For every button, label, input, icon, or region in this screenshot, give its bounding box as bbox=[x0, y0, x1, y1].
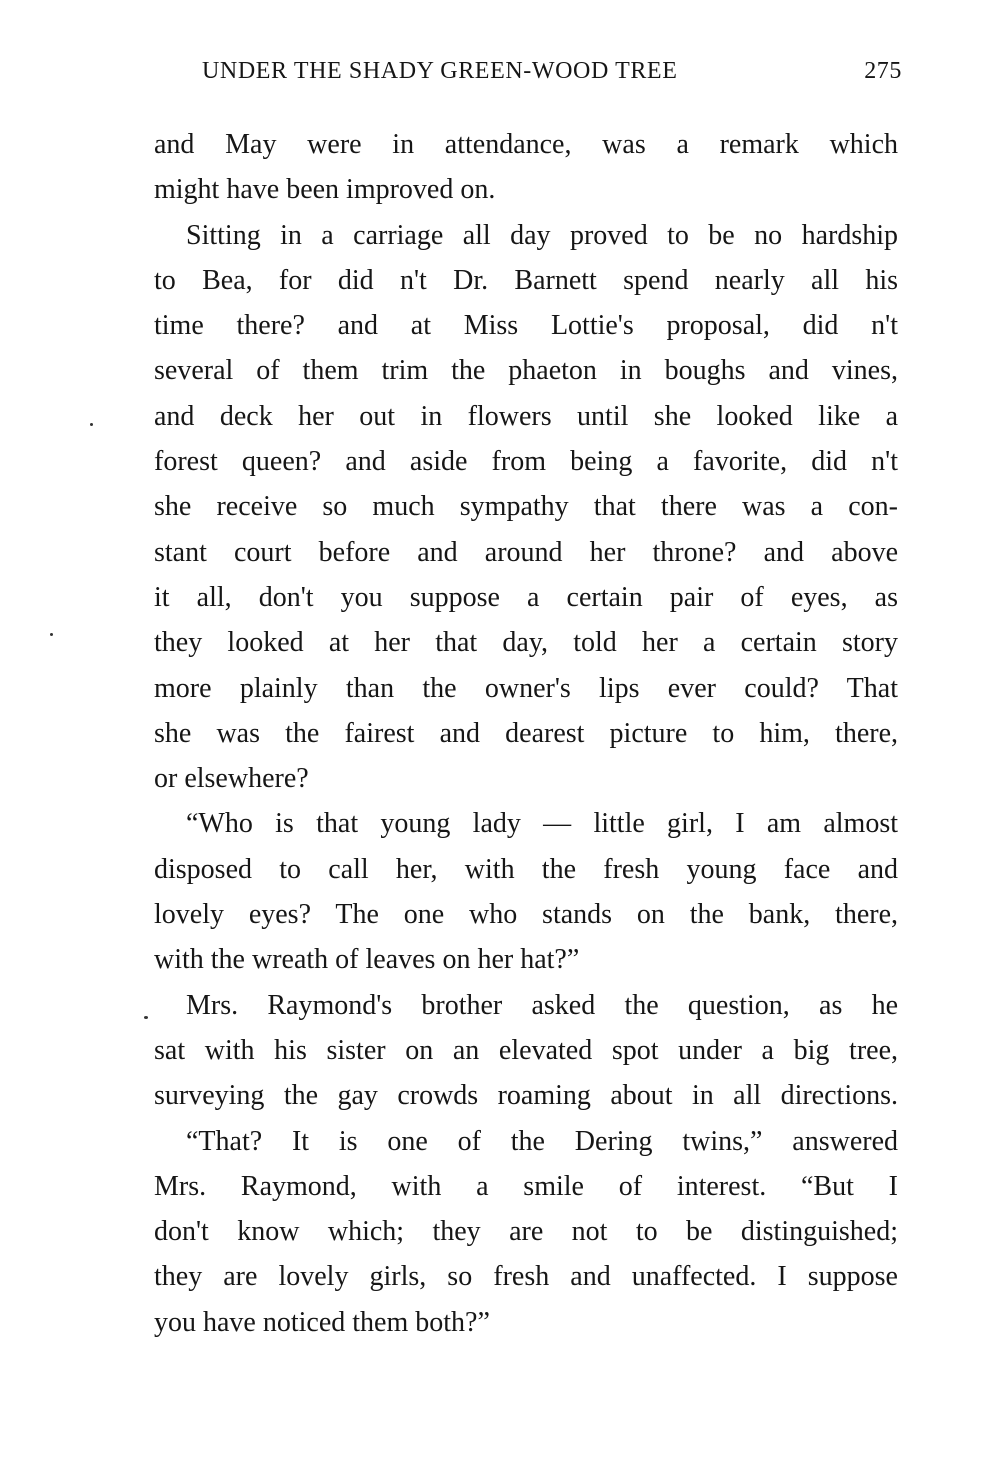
running-header bbox=[202, 54, 902, 94]
scan-speck bbox=[144, 1016, 148, 1019]
text-line: and May were in attendance, was a remark which bbox=[154, 129, 898, 160]
page-number: 275 bbox=[864, 58, 902, 84]
text-line: time there? and at Miss Lottie's proposal, did n't bbox=[154, 310, 898, 342]
text-line: Mrs. Raymond, with a smile of interest. “But I bbox=[154, 1170, 898, 1202]
scan-speck bbox=[90, 423, 93, 426]
text-line: “Who is that young lady — little girl, I am almost bbox=[186, 808, 898, 840]
text-line: and deck her out in flowers until she looked like a bbox=[154, 400, 898, 432]
text-line: to Bea, for did n't Dr. Barnett spend nearly all his bbox=[154, 264, 898, 296]
text-line: “That? It is one of the Dering twins,” answered bbox=[186, 1125, 898, 1157]
text-line: Sitting in a carriage all day proved to be no hardship bbox=[186, 219, 898, 251]
text-line: disposed to call her, with the fresh young face and bbox=[154, 853, 898, 885]
text-line: they are lovely girls, so fresh and unaffected. I suppose bbox=[154, 1261, 898, 1293]
text-line: or elsewhere? bbox=[154, 763, 309, 795]
text-line: might have been improved on. bbox=[154, 174, 496, 206]
running-title: UNDER THE SHADY GREEN-WOOD TREE bbox=[202, 58, 678, 84]
text-line: with the wreath of leaves on her hat?” bbox=[154, 944, 580, 976]
body-text bbox=[154, 122, 898, 1345]
text-line: Mrs. Raymond's brother asked the question, as he bbox=[186, 989, 898, 1021]
text-line: forest queen? and aside from being a favorite, did n't bbox=[154, 446, 898, 478]
text-line: stant court before and around her throne? and above bbox=[154, 536, 898, 568]
text-line: more plainly than the owner's lips ever could? That bbox=[154, 672, 898, 704]
text-line: you have noticed them both?” bbox=[154, 1306, 490, 1338]
text-line: surveying the gay crowds roaming about in all directions. bbox=[154, 1080, 898, 1112]
text-line: she receive so much sympathy that there was a con- bbox=[154, 491, 898, 523]
text-line: she was the fairest and dearest picture to him, there, bbox=[154, 717, 898, 749]
text-line: several of them trim the phaeton in boughs and vines, bbox=[154, 355, 898, 387]
scan-speck bbox=[50, 633, 53, 636]
text-line: lovely eyes? The one who stands on the bank, there, bbox=[154, 899, 898, 931]
text-line: sat with his sister on an elevated spot under a big tree, bbox=[154, 1034, 898, 1066]
text-line: don't know which; they are not to be distinguished; bbox=[154, 1216, 898, 1248]
text-line: it all, don't you suppose a certain pair of eyes, as bbox=[154, 581, 898, 613]
text-line: they looked at her that day, told her a certain story bbox=[154, 627, 898, 659]
